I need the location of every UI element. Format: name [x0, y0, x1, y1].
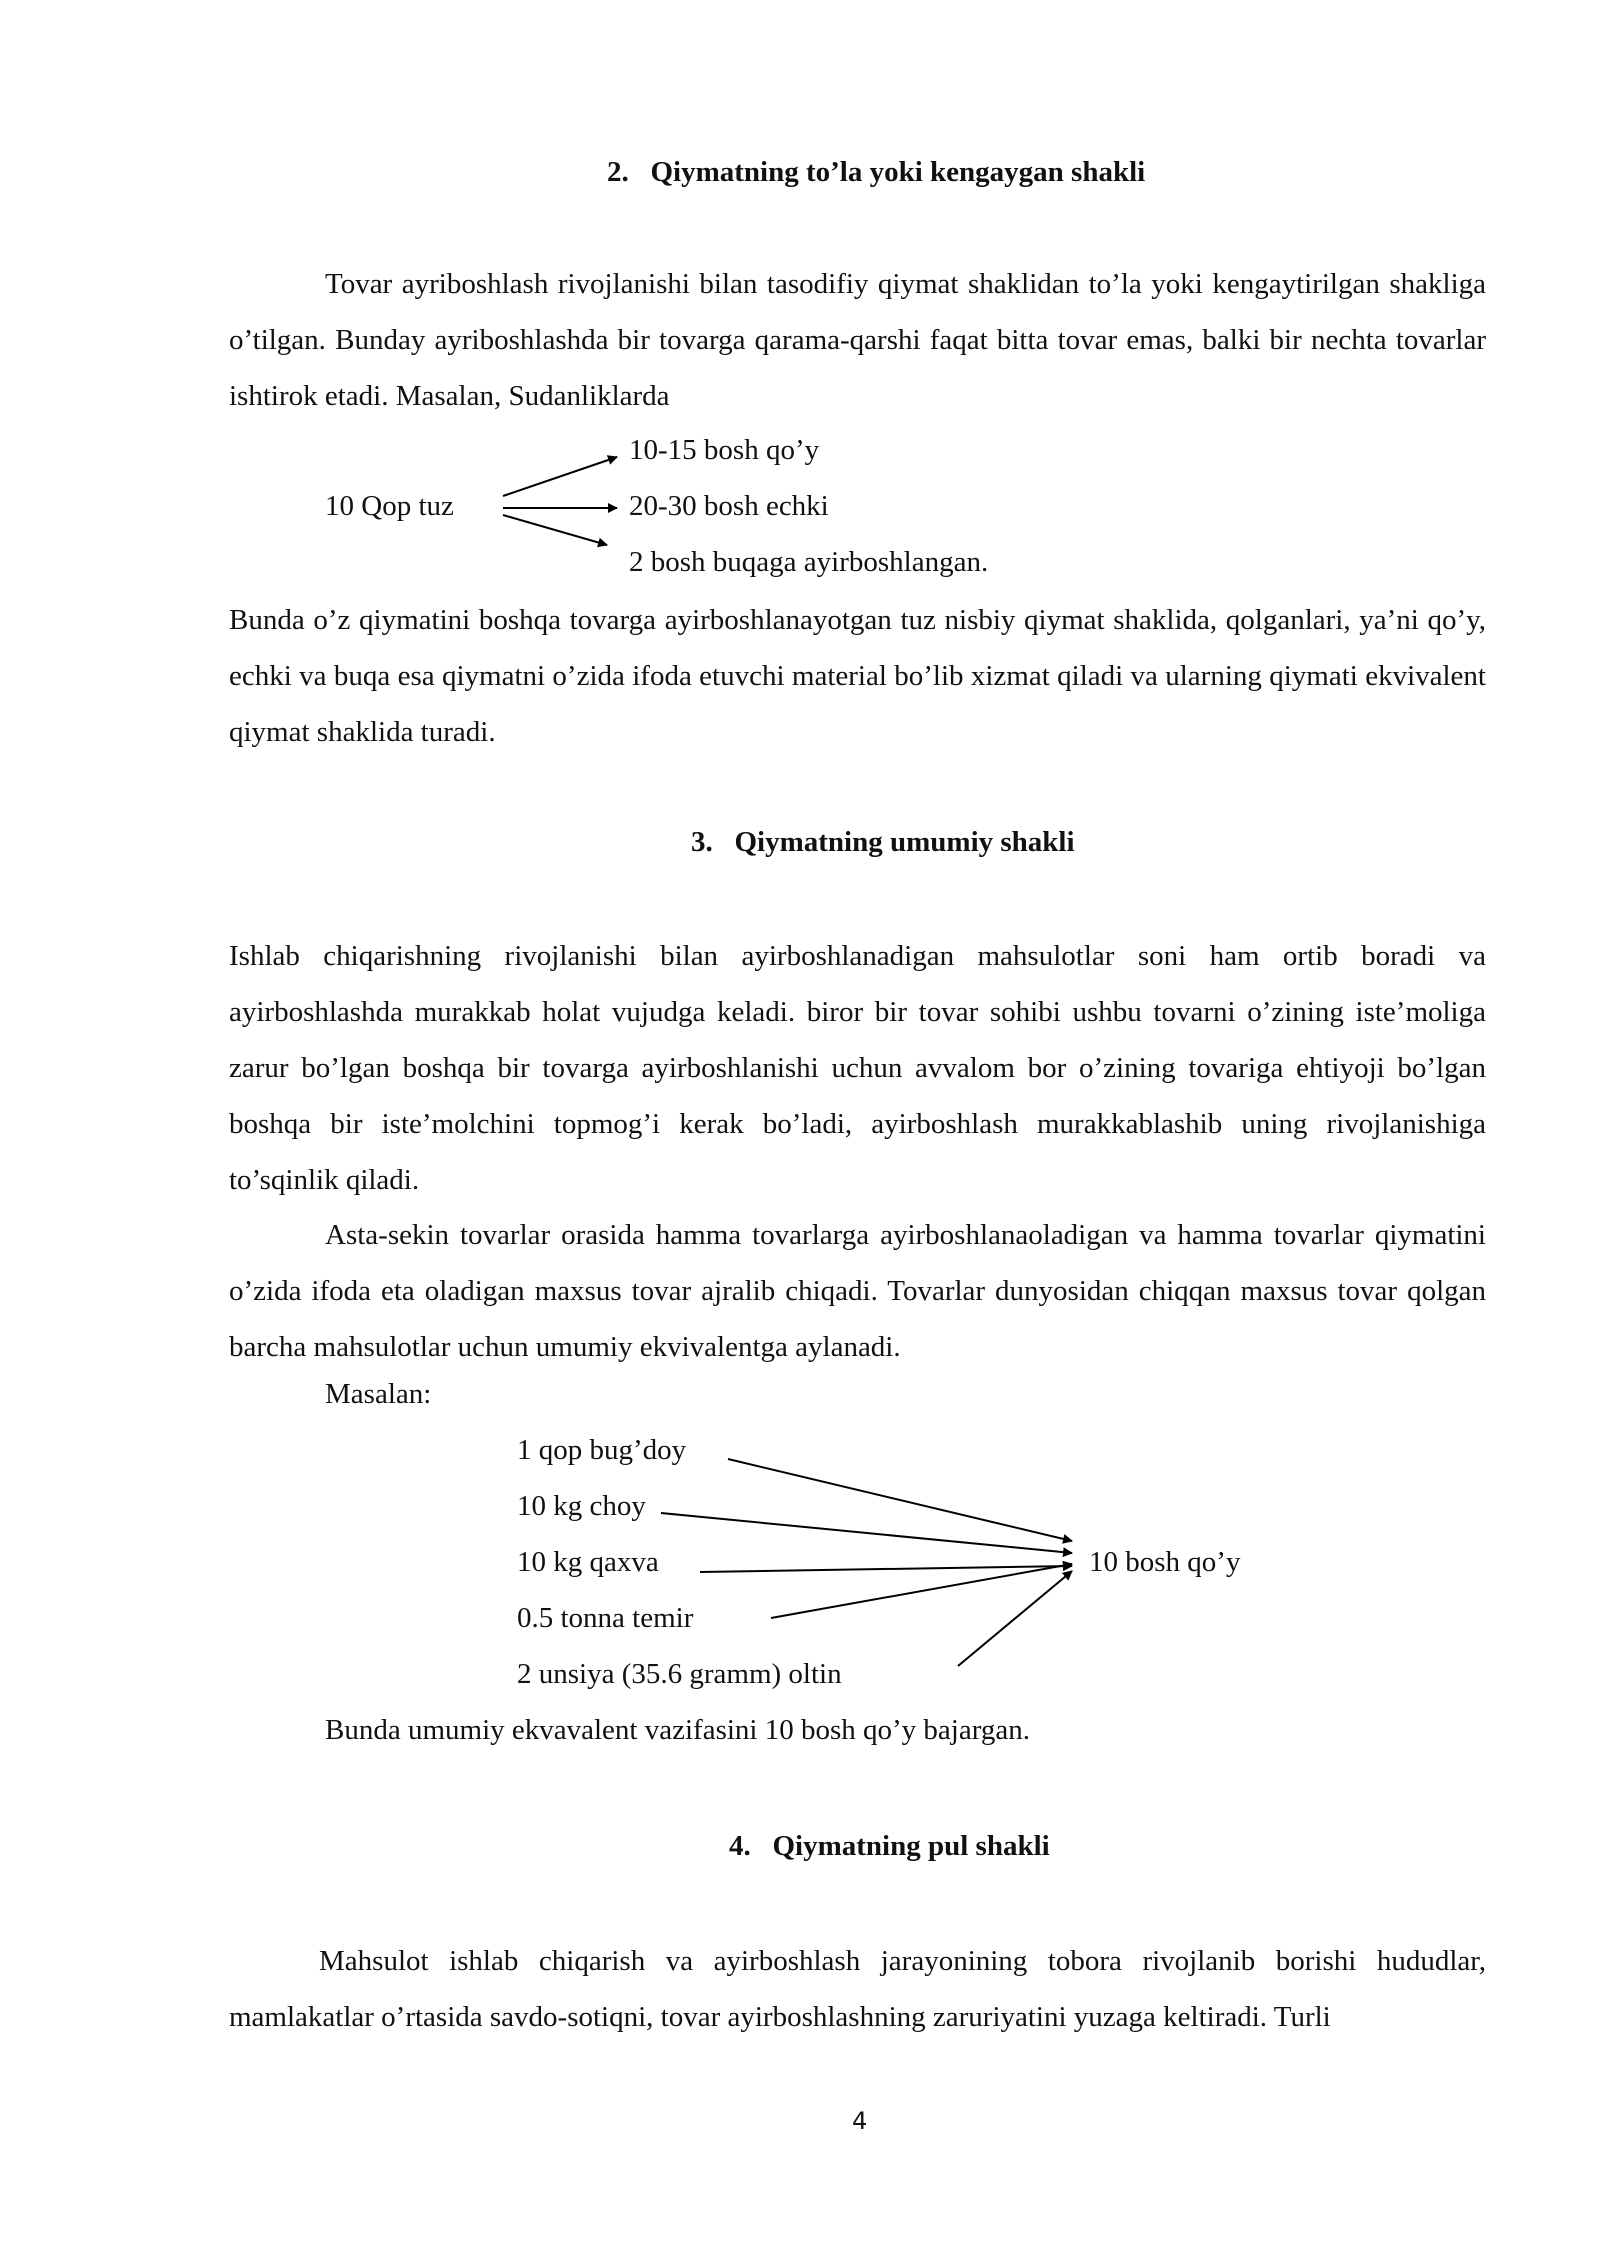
section-2-after: Bunda o’z qiymatini boshqa tovarga ayirboshlanayotgan tuz nisbiy qiymat shaklida, qolganlari, ya’ni qo’y, echki va buqa esa qiymatni o’zida ifoda etuvchi material bo’lib xizmat qiladi va ularning qiymati ekvivalent qiymat shaklida turadi. [229, 604, 1486, 748]
section-2-intro: Tovar ayriboshlash rivojlanishi bilan tasodifiy qiymat shaklidan to’la yoki kengaytirilgan shakliga o’tilgan. Bunday ayriboshlashda bir tovarga qarama-qarshi faqat bitta tovar emas, balki bir nechta tovarlar ishtirok etadi. Masalan, Sudanliklarda [229, 268, 1486, 412]
diagram-2-good: 10 kg qaxva [517, 1546, 659, 1578]
diagram-1-arrow [503, 515, 607, 545]
diagram-2-arrow [661, 1513, 1072, 1553]
section-4-paragraph-1: Mahsulot ishlab chiqarish va ayirboshlash jarayonining tobora rivojlanib borishi hududlar, mamlakatlar o’rtasida savdo-sotiqni, tovar ayirboshlashning zaruriyatini yuzaga keltiradi. Turli [229, 1945, 1486, 2033]
section-4-number: 4. [729, 1830, 751, 1862]
section-4-heading [729, 1830, 1050, 1863]
diagram-2-good: 1 qop bug’doy [517, 1434, 687, 1466]
diagram-1-arrow [503, 457, 617, 496]
section-3-heading [691, 826, 1075, 859]
diagram-1-target: 20-30 bosh echki [629, 490, 829, 522]
section-2-title: Qiymatning to’la yoki kengaygan shakli [650, 156, 1146, 188]
section-4-title: Qiymatning pul shakli [772, 1830, 1050, 1862]
page-number: 4 [852, 2107, 868, 2135]
diagram-2-arrow [700, 1566, 1072, 1572]
diagram-2-good: 10 kg choy [517, 1490, 646, 1522]
diagram-2-arrow [958, 1571, 1072, 1666]
diagram-2-good: 2 unsiya (35.6 gramm) oltin [517, 1658, 842, 1690]
example-label: Masalan: [325, 1378, 432, 1410]
diagram-2-good: 0.5 tonna temir [517, 1602, 694, 1634]
diagram-1-target: 2 bosh buqaga ayirboshlangan. [629, 546, 989, 578]
section-3-paragraph-1: Ishlab chiqarishning rivojlanishi bilan ayirboshlanadigan mahsulotlar soni ham ortib boradi va ayirboshlashda murakkab holat vujudga keladi. biror bir tovar sohibi ushbu tovarni o’zining iste’moliga zarur bo’lgan boshqa bir tovarga ayirboshlanishi uchun avvalom bor o’zining tovariga ehtiyoji bo’lgan boshqa bir iste’molchini topmog’i kerak bo’ladi, ayirboshlash murakkablashib uning rivojlanishiga to’sqinlik qiladi. [229, 940, 1486, 1196]
section-2-number: 2. [607, 156, 629, 188]
section-3-number: 3. [691, 826, 713, 858]
diagram-1-target: 10-15 bosh qo’y [629, 434, 820, 466]
diagram-2-equivalent: 10 bosh qo’y [1089, 1546, 1241, 1578]
diagram-1-source: 10 Qop tuz [325, 490, 454, 522]
section-3-paragraph-2: Asta-sekin tovarlar orasida hamma tovarlarga ayirboshlanaoladigan va hamma tovarlar qiymatini o’zida ifoda eta oladigan maxsus tovar ajralib chiqadi. Tovarlar dunyosidan chiqqan maxsus tovar qolgan barcha mahsulotlar uchun umumiy ekvivalentga aylanadi. [229, 1219, 1486, 1363]
diagram-2-arrow [728, 1459, 1072, 1541]
section-3-title: Qiymatning umumiy shakli [734, 826, 1075, 858]
section-3-after: Bunda umumiy ekvavalent vazifasini 10 bosh qo’y bajargan. [325, 1714, 1030, 1746]
